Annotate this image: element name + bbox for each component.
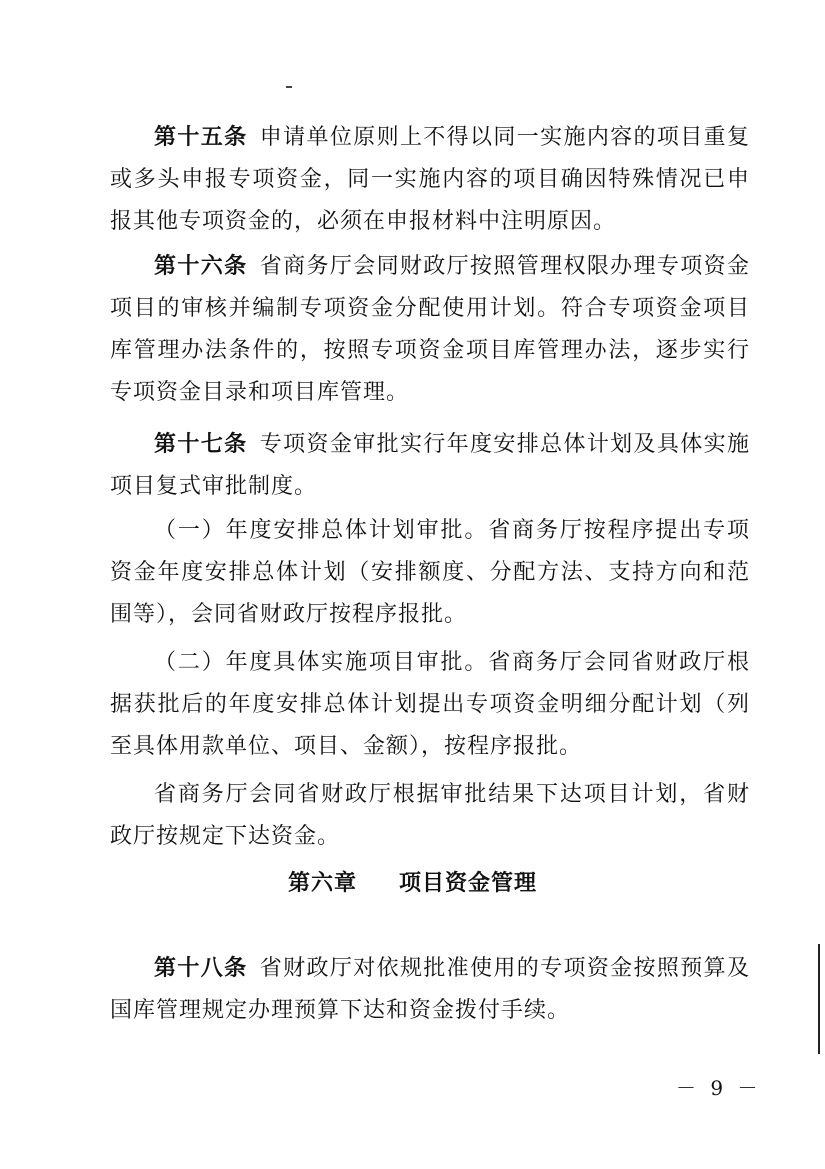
result-text: 省商务厅会同省财政厅根据审批结果下达项目计划，省财政厅按规定下达资金。	[110, 782, 750, 849]
article-17-heading: 第十七条	[154, 432, 248, 457]
scan-edge-line	[818, 944, 820, 1054]
article-15-heading: 第十五条	[154, 125, 248, 150]
article-18-heading: 第十八条	[154, 956, 248, 981]
article-15-paragraph	[110, 117, 750, 243]
article-16-heading: 第十六条	[154, 254, 248, 279]
item-2-text: （二）年度具体实施项目审批。省商务厅会同省财政厅根据获批后的年度安排总体计划提出专项资金明细分配计划（列至具体用款单位、项目、金额），按程序报批。	[110, 650, 750, 759]
chapter-title: 项目资金管理	[399, 871, 538, 896]
chapter-number: 第六章	[287, 871, 357, 896]
article-16-text: 省商务厅会同财政厅按照管理权限办理专项资金项目的审核并编制专项资金分配使用计划。符合专项资金项目库管理办法条件的，按照专项资金项目库管理办法，逐步实行专项资金目录和项目库管理。	[110, 254, 750, 405]
result-paragraph	[110, 774, 750, 858]
article-15-text: 申请单位原则上不得以同一实施内容的项目重复或多头申报专项资金，同一实施内容的项目确因特殊情况已申报其他专项资金的，必须在申报材料中注明原因。	[110, 125, 750, 234]
item-2-paragraph	[110, 642, 750, 768]
article-18-text: 省财政厅对依规批准使用的专项资金按照预算及国库管理规定办理预算下达和资金拨付手续。	[110, 956, 750, 1023]
article-18-paragraph	[110, 948, 750, 1032]
item-1-paragraph	[110, 510, 750, 636]
chapter-heading	[0, 866, 825, 902]
article-17-text: 专项资金审批实行年度安排总体计划及具体实施项目复式审批制度。	[110, 432, 750, 499]
article-16-paragraph	[110, 246, 750, 414]
item-1-text: （一）年度安排总体计划审批。省商务厅按程序提出专项资金年度安排总体计划（安排额度、分配方法、支持方向和范围等），会同省财政厅按程序报批。	[110, 518, 750, 627]
page-number: － 9 －	[676, 1076, 762, 1100]
article-17-paragraph	[110, 424, 750, 508]
scan-mark	[286, 86, 292, 88]
